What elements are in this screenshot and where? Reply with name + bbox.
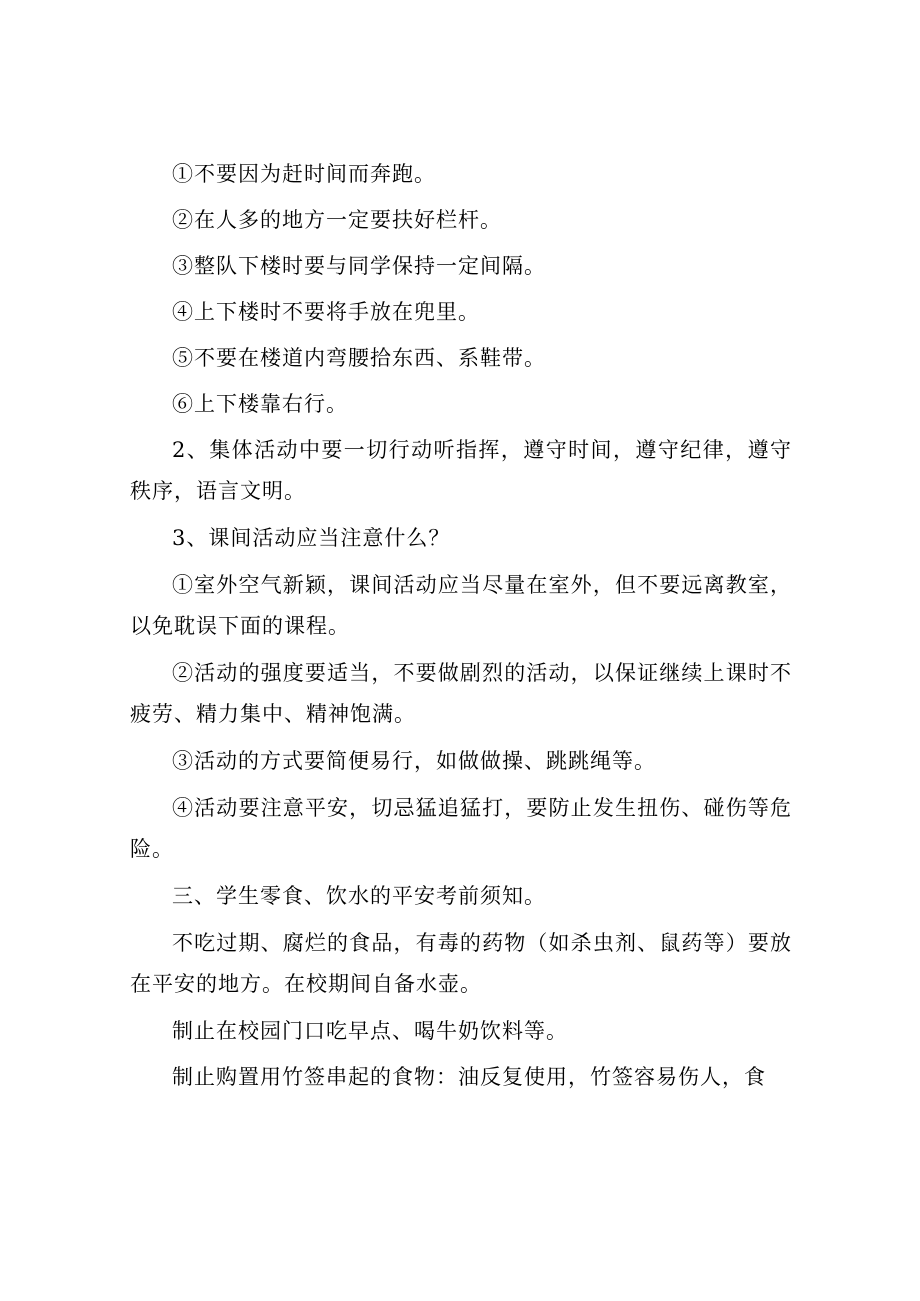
document-body (130, 154, 792, 1098)
paragraph-break-rule-2: ②活动的强度要适当，不要做剧烈的活动，以保证继续上课时不疲劳、精力集中、精神饱满。 (130, 661, 792, 726)
paragraph-group-activity: 2、集体活动中要一切行动听指挥，遵守时间，遵守纪律，遵守秩序，语言文明。 (130, 438, 792, 503)
paragraph-stairs-rule-2: ②在人多的地方一定要扶好栏杆。 (172, 208, 502, 232)
paragraph-break-rule-4: ④活动要注意平安，切忌猛追猛打，要防止发生扭伤、碰伤等危险。 (130, 796, 792, 861)
paragraph-stairs-rule-4: ④上下楼时不要将手放在兜里。 (172, 300, 480, 324)
paragraph-section-three-heading: 三、学生零食、饮水的平安考前须知。 (172, 884, 546, 908)
paragraph-break-activity-heading: 3、课间活动应当注意什么？ (172, 526, 451, 550)
paragraph-stairs-rule-6: ⑥上下楼靠右行。 (172, 392, 348, 416)
paragraph-food-safety: 不吃过期、腐烂的食品，有毒的药物（如杀虫剂、鼠药等）要放在平安的地方。在校期间自备水壶。 (130, 931, 792, 996)
paragraph-stairs-rule-5: ⑤不要在楼道内弯腰拾东西、系鞋带。 (172, 346, 546, 370)
paragraph-food-rule-2: 制止购置用竹签串起的食物：油反复使用，竹签容易伤人，食 (172, 1065, 766, 1089)
paragraph-break-rule-3: ③活动的方式要简便易行，如做做操、跳跳绳等。 (172, 749, 656, 773)
paragraph-stairs-rule-1: ①不要因为赶时间而奔跑。 (172, 162, 436, 186)
paragraph-food-rule-1: 制止在校园门口吃早点、喝牛奶饮料等。 (172, 1019, 568, 1043)
paragraph-break-rule-1: ①室外空气新颖，课间活动应当尽量在室外，但不要远离教室，以免耽误下面的课程。 (130, 573, 792, 638)
paragraph-stairs-rule-3: ③整队下楼时要与同学保持一定间隔。 (172, 254, 546, 278)
